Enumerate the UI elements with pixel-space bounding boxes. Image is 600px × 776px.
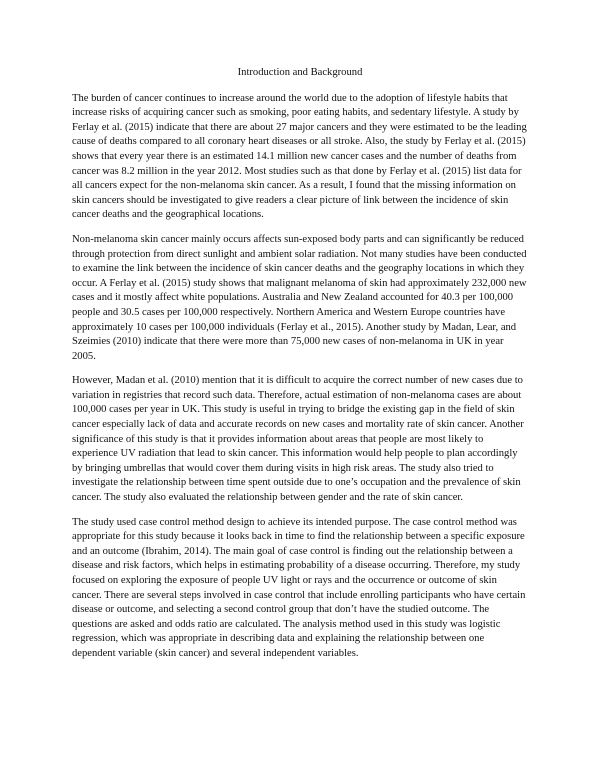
- section-title: Introduction and Background: [237, 67, 363, 78]
- paragraph-3: However, Madan et al. (2010) mention that it is difficult to acquire the correct number of new cases due to variation in registries that record such data. Therefore, actual estimation of non-melanoma cases are about 100,000 cases per year in UK. This study is useful in trying to bridge the existing gap in the field of skin cancer especially lack of data and accurate records on new cases and mortality rate of skin cancer. Another significance of this study is that it provides information about areas that people are most likely to experience UV radiation that lead to skin cancer. This information would help people to plan accordingly by bringing umbrellas that would cover them during visits in high risk areas. The study also tried to investigate the relationship between time spent outside due to one’s occupation and the prevalence of skin cancer. The study also evaluated the relationship between gender and the rate of skin cancer.: [72, 375, 524, 504]
- paragraph-4: The study used case control method design to achieve its intended purpose. The case control method was appropriate for this study because it looks back in time to find the relationship between a specific exposure and an outcome (Ibrahim, 2014). The main goal of case control is finding out the relationship between a disease and risk factors, which helps in estimating probability of a disease occurring. Therefore, my study focused on exploring the exposure of people UV light or rays and the occurrence or outcome of skin cancer. There are several steps involved in case control that include enrolling participants who have certain disease or outcome, and selecting a second control group that don’t have the studied outcome. The questions are asked and odds ratio are calculated. The analysis method used in this study was logistic regression, which was appropriate in describing data and explaining the relationship between one dependent variable (skin cancer) and several independent variables.: [72, 516, 526, 659]
- paragraph-2: Non-melanoma skin cancer mainly occurs affects sun-exposed body parts and can significantly be reduced through protection from direct sunlight and ambient solar radiation. Not many studies have been conducted to examine the link between the incidence of skin cancer deaths and the geography locations in which they occur. A Ferlay et al. (2015) study shows that malignant melanoma of skin had approximately 232,000 new cases and it mostly affect white populations. Australia and New Zealand accounted for 40.3 per 100,000 people and 30.5 cases per 100,000 respectively. Northern America and Western Europe countries have approximately 10 cases per 100,000 individuals (Ferlay et al., 2015). Another study by Madan, Lear, and Szeimies (2010) indicate that there were more than 75,000 new cases of non-melanoma in UK in year 2005.: [72, 233, 527, 362]
- document-body: [72, 66, 528, 672]
- paragraph-1: The burden of cancer continues to increase around the world due to the adoption of lifestyle habits that increase risks of acquiring cancer such as smoking, poor eating habits, and sedentary lifestyle. A study by Ferlay et al. (2015) indicate that there are about 27 major cancers and they were estimated to be the leading cause of deaths compared to all coronary heart diseases or all stroke. Also, the study by Ferlay et al. (2015) shows that every year there is an estimated 14.1 million new cancer cases and the number of deaths from cancer was 8.2 million in the year 2012. Most studies such as that done by Ferlay et al. (2015) list data for all cancers expect for the non-melanoma skin cancer. As a result, I found that the missing information on skin cancers should be investigated to give readers a clear picture of link between the incidence of skin cancer deaths and the geographical locations.: [72, 92, 527, 221]
